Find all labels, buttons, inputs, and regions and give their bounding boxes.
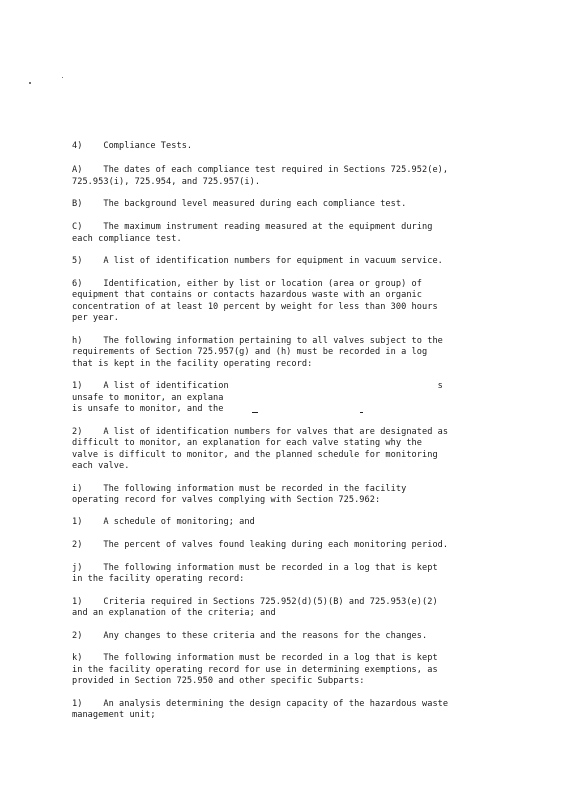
paragraph-line: provided in Section 725.950 and other specific Subparts: <box>72 676 365 686</box>
paragraph-line: i) The following information must be recorded in the facility <box>72 484 407 494</box>
section-heading: 4) Compliance Tests. <box>72 141 193 151</box>
paragraph-line: A) The dates of each compliance test required in Sections 725.952(e), <box>72 165 449 175</box>
paragraph-line: 2) The percent of valves found leaking during each monitoring period. <box>72 540 449 550</box>
paragraph-line: difficult to monitor, an explanation for each valve stating why the <box>72 438 422 448</box>
paragraph-line: 6) Identification, either by list or location (area or group) of <box>72 279 422 289</box>
paragraph-line: 725.953(i), 725.954, and 725.957(i). <box>72 177 261 187</box>
scan-smear <box>360 412 363 413</box>
paragraph-line: 2) A list of identification numbers for valves that are designated as <box>72 427 449 437</box>
paragraph-line: each compliance test. <box>72 234 182 244</box>
paragraph-line: j) The following information must be recorded in a log that is kept <box>72 563 438 573</box>
paragraph-line: in the facility operating record for use in determining exemptions, as <box>72 665 438 675</box>
scan-speck <box>62 77 63 78</box>
paragraph-line: k) The following information must be recorded in a log that is kept <box>72 653 438 663</box>
paragraph-line: that is kept in the facility operating record: <box>72 359 313 369</box>
paragraph-line: and an explanation of the criteria; and <box>72 608 276 618</box>
paragraph-line: h) The following information pertaining to all valves subject to the <box>72 336 443 346</box>
paragraph-line: 1) A list of identification s <box>72 381 443 391</box>
paragraph-line: unsafe to monitor, an explana <box>72 393 224 403</box>
paragraph-line: is unsafe to monitor, and the <box>72 404 224 414</box>
paragraph-line: concentration of at least 10 percent by weight for less than 300 hours <box>72 302 438 312</box>
paragraph-line: C) The maximum instrument reading measured at the equipment during <box>72 222 433 232</box>
paragraph-line: 1) Criteria required in Sections 725.952(d)(5)(B) and 725.953(e)(2) <box>72 597 438 607</box>
scan-smear <box>252 412 258 413</box>
paragraph-line: 1) An analysis determining the design capacity of the hazardous waste <box>72 699 449 709</box>
paragraph-line: in the facility operating record: <box>72 574 245 584</box>
paragraph-line: 1) A schedule of monitoring; and <box>72 517 255 527</box>
paragraph-line: 5) A list of identification numbers for equipment in vacuum service. <box>72 256 443 266</box>
paragraph-line: requirements of Section 725.957(g) and (h) must be recorded in a log <box>72 347 428 357</box>
paragraph-line: B) The background level measured during each compliance test. <box>72 199 407 209</box>
paragraph-line: management unit; <box>72 710 156 720</box>
paragraph-line: 2) Any changes to these criteria and the reasons for the changes. <box>72 631 428 641</box>
paragraph-line: operating record for valves complying with Section 725.962: <box>72 495 381 505</box>
paragraph-line: valve is difficult to monitor, and the planned schedule for monitoring <box>72 450 438 460</box>
paragraph-line: each valve. <box>72 461 130 471</box>
paragraph-line: per year. <box>72 313 120 323</box>
paragraph-line: equipment that contains or contacts hazardous waste with an organic <box>72 290 422 300</box>
scan-speck <box>29 82 31 84</box>
